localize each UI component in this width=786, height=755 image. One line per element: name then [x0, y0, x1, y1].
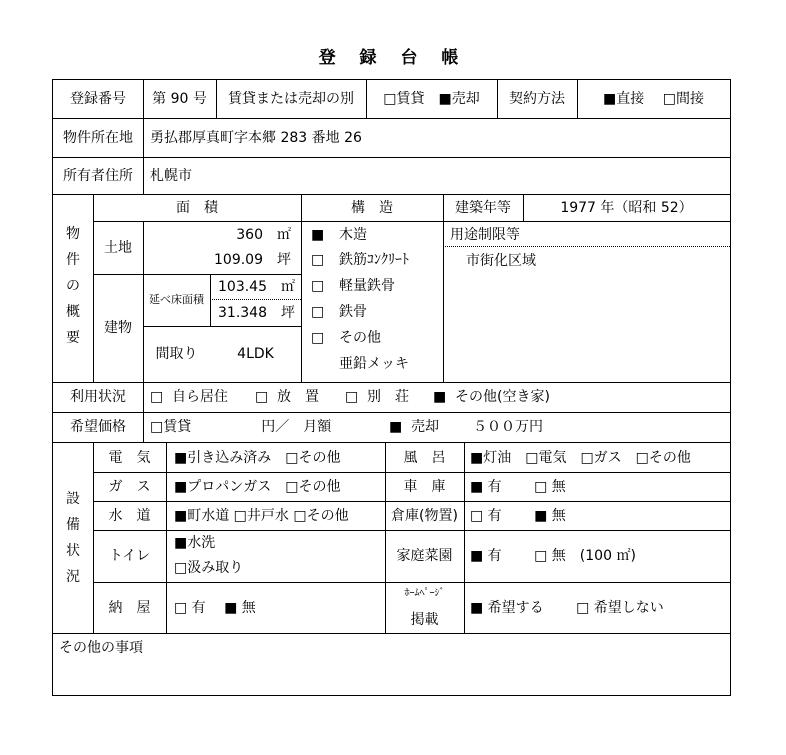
garage-value: ■ 有 □ 無	[470, 479, 566, 495]
rule	[464, 442, 465, 633]
document-title: 登 録 台 帳	[318, 48, 468, 68]
rule	[93, 221, 730, 222]
water-label: 水 道	[108, 508, 151, 524]
rule	[53, 194, 730, 195]
toilet-value: ■水洗	[174, 535, 216, 551]
overview-char: 要	[66, 330, 80, 346]
structure-checkbox: ■	[311, 227, 325, 243]
land-tsubo: 109.09 坪	[214, 252, 291, 268]
contract-label: 契約方法	[509, 91, 565, 107]
price-sale-checkbox: ■	[389, 419, 403, 435]
built-value: 1977 年（昭和 52）	[560, 200, 693, 216]
price-rent: □賃貸 円／ 月額	[150, 419, 332, 435]
rule	[443, 194, 444, 382]
rule	[93, 472, 730, 473]
contract-options: ■直接 □間接	[603, 91, 704, 107]
rule	[53, 633, 730, 634]
overview-char: 物	[66, 226, 80, 242]
bldg-label: 建物	[104, 320, 132, 336]
rule	[53, 118, 730, 119]
price-label: 希望価格	[70, 419, 126, 435]
structure-header: 構 造	[351, 200, 393, 216]
location-value: 勇払郡厚真町字本郷 283 番地 26	[150, 130, 362, 146]
usage-option: その他(空き家)	[455, 389, 550, 405]
land-sqm: 360 ㎡	[236, 227, 291, 243]
structure-checkbox: □	[311, 304, 325, 320]
structure-other-value: 亜鉛メッキ	[339, 356, 409, 372]
layout-label: 間取り	[155, 346, 198, 362]
rule	[93, 530, 730, 531]
notes-label: その他の事項	[59, 640, 143, 656]
floor-sqm: 103.45 ㎡	[218, 279, 295, 295]
type-label: 賃貸または売却の別	[228, 91, 354, 107]
structure-label: 木造	[339, 227, 367, 243]
electric-label: 電 気	[108, 450, 151, 466]
garage-label: 車 庫	[403, 479, 446, 495]
reg-no-label: 登録番号	[70, 91, 126, 107]
rule	[53, 157, 730, 158]
usage-checkbox: □	[255, 389, 269, 405]
layout-value: 4LDK	[237, 346, 274, 362]
land-label: 土地	[104, 240, 132, 256]
overview-char: 概	[66, 304, 80, 320]
garden-label: 家庭菜園	[396, 548, 453, 564]
rule	[301, 194, 302, 382]
dotted-rule	[210, 299, 301, 300]
registry-form	[52, 79, 731, 696]
rule	[166, 442, 167, 633]
homepage-label: ﾎｰﾑﾍﾟｰｼﾞ	[404, 588, 445, 599]
shed-value: □ 有 ■ 無	[174, 600, 256, 616]
usage-option: 別 荘	[367, 389, 409, 405]
floor-area-label: 延べ床面積	[149, 293, 204, 306]
rule	[385, 442, 386, 633]
usage-checkbox: □	[150, 389, 164, 405]
facilities-char: 設	[66, 491, 80, 507]
structure-checkbox: □	[311, 278, 325, 294]
structure-label: 鉄骨	[339, 304, 367, 320]
overview-char: の	[66, 278, 80, 294]
toilet-value: □汲み取り	[174, 560, 244, 576]
electric-value: ■引き込み済み □その他	[174, 450, 341, 466]
water-value: ■町水道 □井戸水 □その他	[174, 508, 349, 524]
usage-label: 利用状況	[70, 389, 126, 405]
rule	[143, 382, 144, 442]
zoning-label: 用途制限等	[450, 227, 520, 243]
homepage-label: 掲載	[410, 612, 439, 628]
usage-checkbox: □	[345, 389, 359, 405]
usage-option: 自ら居住	[172, 389, 228, 405]
facilities-char: 状	[66, 543, 80, 559]
gas-label: ガ ス	[108, 479, 151, 495]
rule	[93, 582, 730, 583]
price-sale-value: ５００万円	[473, 419, 543, 435]
toilet-label: トイレ	[108, 548, 151, 564]
rule	[93, 501, 730, 502]
bath-value: ■灯油 □電気 □ガス □その他	[470, 450, 691, 466]
structure-label: 軽量鉄骨	[339, 278, 395, 294]
overview-label	[53, 221, 93, 351]
built-label: 建築年等	[455, 200, 511, 216]
usage-checkbox: ■	[433, 389, 447, 405]
structure-checkbox: □	[311, 330, 325, 346]
rule	[53, 412, 730, 413]
reg-no-value: 第 90 号	[152, 91, 207, 107]
facilities-char: 備	[66, 517, 80, 533]
usage-option: 放 置	[277, 389, 319, 405]
area-header: 面 積	[176, 200, 218, 216]
owner-label: 所有者住所	[63, 168, 133, 184]
garden-value: ■ 有 □ 無 (100 ㎡)	[470, 548, 636, 564]
structure-label: 鉄筋ｺﾝｸﾘｰﾄ	[339, 252, 409, 268]
rule	[93, 194, 94, 382]
shed-label: 納 屋	[108, 600, 151, 616]
facilities-label	[53, 486, 93, 590]
dotted-rule	[443, 246, 730, 247]
floor-tsubo: 31.348 坪	[218, 305, 295, 321]
structure-label: その他	[339, 330, 381, 346]
storage-value: □ 有 ■ 無	[470, 508, 566, 524]
structure-checkbox: □	[311, 252, 325, 268]
homepage-value: ■ 希望する □ 希望しない	[470, 600, 664, 616]
zoning-value: 市街化区域	[466, 253, 536, 269]
location-label: 物件所在地	[63, 130, 133, 146]
gas-value: ■プロパンガス □その他	[174, 479, 341, 495]
rule	[93, 274, 301, 275]
storage-label: 倉庫(物置)	[391, 508, 458, 524]
bath-label: 風 呂	[403, 450, 446, 466]
rule	[143, 118, 144, 194]
overview-char: 件	[66, 252, 80, 268]
type-options: □賃貸 ■売却	[383, 91, 480, 107]
rule	[53, 442, 730, 443]
facilities-char: 況	[66, 569, 80, 585]
owner-value: 札幌市	[150, 168, 192, 184]
rule	[143, 326, 301, 327]
price-sale-label: 売却	[411, 419, 439, 435]
rule	[53, 382, 730, 383]
